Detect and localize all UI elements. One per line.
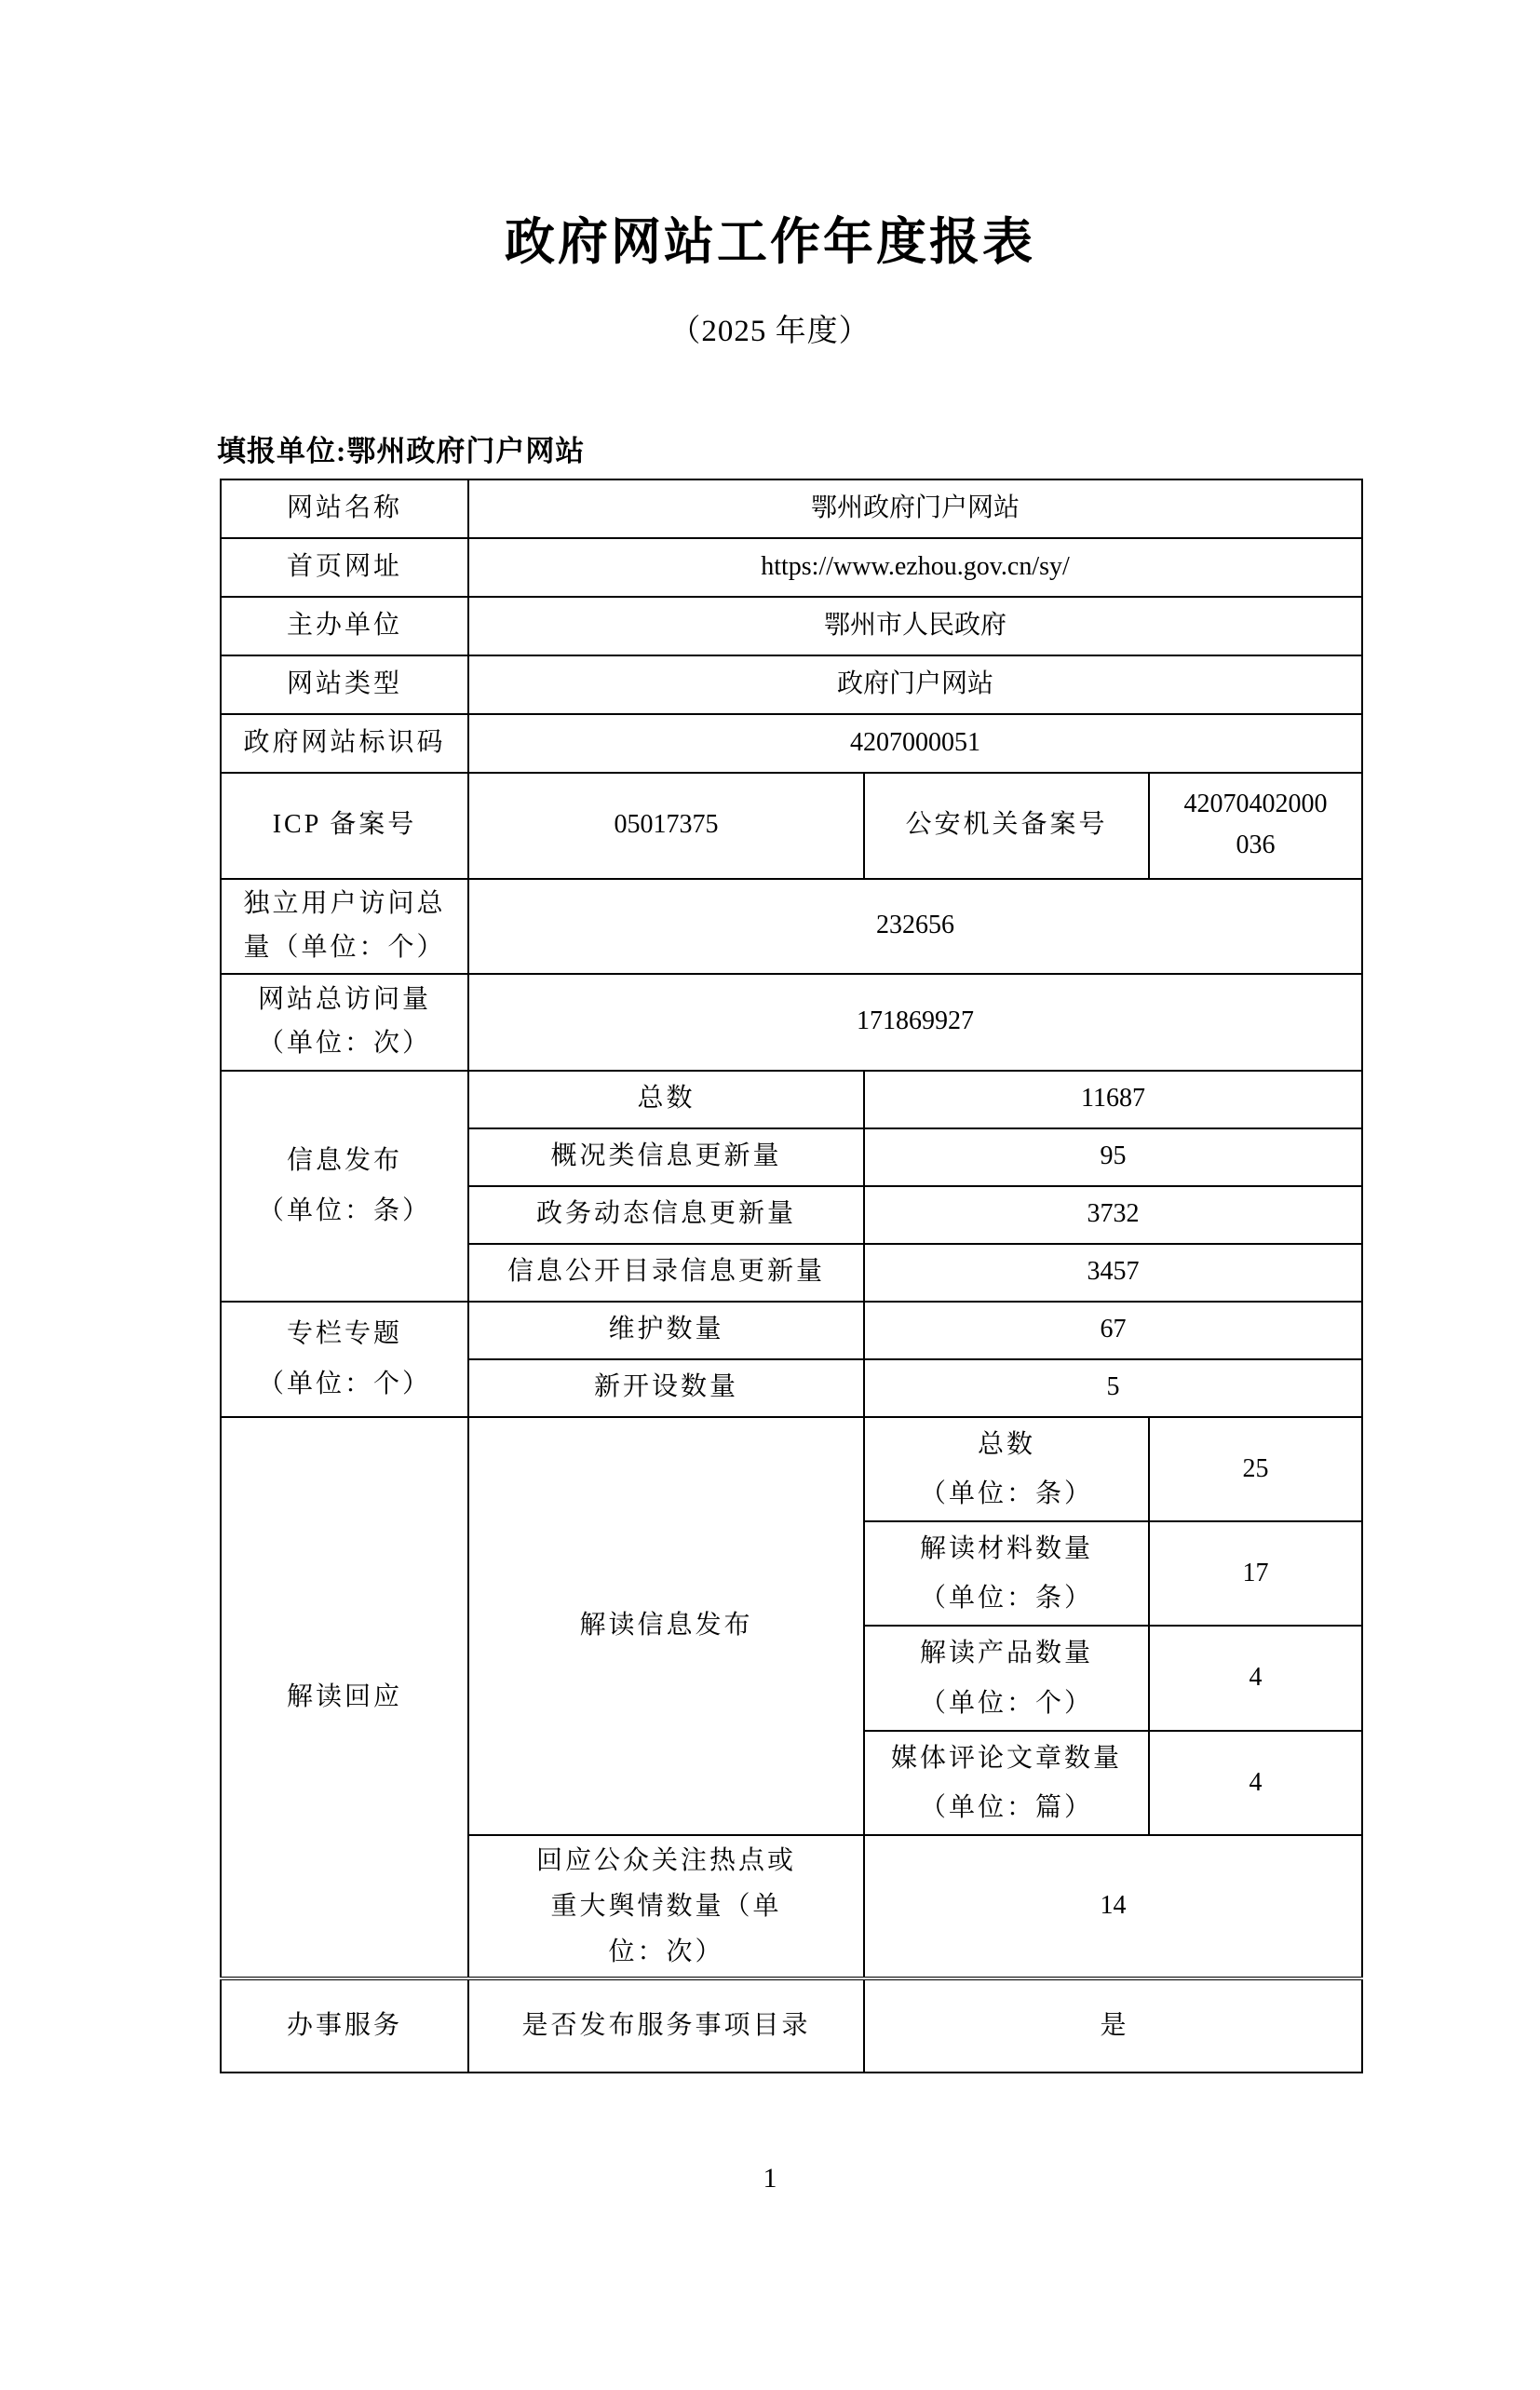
row-label-home-url: 首页网址 — [221, 538, 468, 597]
row-label-new-opened: 新开设数量 — [468, 1359, 864, 1417]
value-maintained: 67 — [864, 1302, 1362, 1359]
value-info-overview: 95 — [864, 1128, 1362, 1186]
total-visits-label: 网站总访问量（单位：次） — [257, 985, 431, 1058]
value-new-opened: 5 — [864, 1359, 1362, 1417]
value-info-gov-news: 3732 — [864, 1186, 1362, 1244]
row-label-info-open-catalog: 信息公开目录信息更新量 — [468, 1244, 864, 1302]
info-publish-label: 信息发布 — [286, 1146, 402, 1176]
row-label-icp-record: ICP 备案号 — [221, 773, 468, 879]
value-hot-response: 14 — [864, 1835, 1362, 1978]
special-columns-label: 专栏专题 — [286, 1319, 402, 1349]
page-title: 政府网站工作年度报表 — [505, 214, 1035, 270]
group-label-interpretation: 解读回应 — [221, 1417, 468, 1979]
row-label-catalog-published: 是否发布服务事项目录 — [468, 1978, 864, 2073]
special-columns-unit: （单位：个） — [257, 1369, 431, 1398]
table-row — [221, 974, 1362, 1071]
table-row — [221, 1071, 1362, 1128]
value-interp-total: 25 — [1149, 1417, 1362, 1521]
value-info-total: 11687 — [864, 1071, 1362, 1128]
row-label-interp-total — [864, 1417, 1149, 1521]
value-site-id-code: 4207000051 — [468, 714, 1362, 773]
interp-products-unit: （单位：个） — [919, 1688, 1093, 1718]
row-label-info-overview: 概况类信息更新量 — [468, 1128, 864, 1186]
table-row — [221, 714, 1362, 773]
page-subtitle: （2025 年度） — [669, 314, 871, 348]
interp-products-label: 解读产品数量 — [919, 1639, 1093, 1668]
value-interp-materials: 17 — [1149, 1521, 1362, 1626]
interp-media-articles-unit: （单位：篇） — [919, 1792, 1093, 1822]
row-label-hot-response — [468, 1835, 864, 1978]
value-police-record — [1149, 773, 1362, 879]
filing-unit-line: 填报单位:鄂州政府门户网站 — [217, 435, 586, 468]
row-label-police-record: 公安机关备案号 — [864, 773, 1149, 879]
row-label-interp-media-articles — [864, 1731, 1149, 1835]
value-info-open-catalog: 3457 — [864, 1244, 1362, 1302]
row-label-unique-visitors — [221, 879, 468, 974]
row-label-interp-products — [864, 1626, 1149, 1730]
report-page — [0, 212, 1540, 2390]
row-label-total-visits — [221, 974, 468, 1071]
table-row — [221, 597, 1362, 655]
row-label-info-total: 总数 — [468, 1071, 864, 1128]
group-label-info-publish — [221, 1071, 468, 1302]
table-row — [221, 1978, 1362, 2073]
group-label-special-columns — [221, 1302, 468, 1417]
value-interp-products: 4 — [1149, 1626, 1362, 1730]
interp-materials-label: 解读材料数量 — [919, 1533, 1093, 1563]
row-label-maintained: 维护数量 — [468, 1302, 864, 1359]
group-label-interpretation-publish: 解读信息发布 — [468, 1417, 864, 1836]
row-label-site-id-code: 政府网站标识码 — [221, 714, 468, 773]
table-row — [221, 538, 1362, 597]
interp-total-unit: （单位：条） — [919, 1479, 1093, 1508]
table-row — [221, 1302, 1362, 1359]
value-organizer: 鄂州市人民政府 — [468, 597, 1362, 655]
row-label-interp-materials — [864, 1521, 1149, 1626]
interp-total-label: 总数 — [977, 1429, 1035, 1459]
value-site-name: 鄂州政府门户网站 — [468, 479, 1362, 538]
value-interp-media-articles: 4 — [1149, 1731, 1362, 1835]
value-total-visits: 171869927 — [468, 974, 1362, 1071]
value-home-url: https://www.ezhou.gov.cn/sy/ — [468, 538, 1362, 597]
group-label-services: 办事服务 — [221, 1978, 468, 2073]
table-row — [221, 1417, 1362, 1521]
table-row — [221, 879, 1362, 974]
table-row — [221, 479, 1362, 538]
table-row — [221, 655, 1362, 714]
row-label-organizer: 主办单位 — [221, 597, 468, 655]
police-record-number: 42070402000036 — [1183, 789, 1328, 860]
hot-response-label: 回应公众关注热点或重大舆情数量（单位：次） — [535, 1846, 796, 1967]
value-site-type: 政府门户网站 — [468, 655, 1362, 714]
unique-visitors-label: 独立用户访问总量（单位：个） — [243, 889, 446, 962]
row-label-info-gov-news: 政务动态信息更新量 — [468, 1186, 864, 1244]
value-catalog-published: 是 — [864, 1978, 1362, 2073]
interp-materials-unit: （单位：条） — [919, 1584, 1093, 1614]
interp-media-articles-label: 媒体评论文章数量 — [890, 1743, 1122, 1773]
value-unique-visitors: 232656 — [468, 879, 1362, 974]
info-publish-unit: （单位：条） — [257, 1195, 431, 1225]
page-number: 1 — [763, 2163, 777, 2194]
row-label-site-type: 网站类型 — [221, 655, 468, 714]
row-label-site-name: 网站名称 — [221, 479, 468, 538]
table-row — [221, 773, 1362, 879]
annual-report-table — [220, 479, 1363, 2074]
value-icp-record: 05017375 — [468, 773, 864, 879]
